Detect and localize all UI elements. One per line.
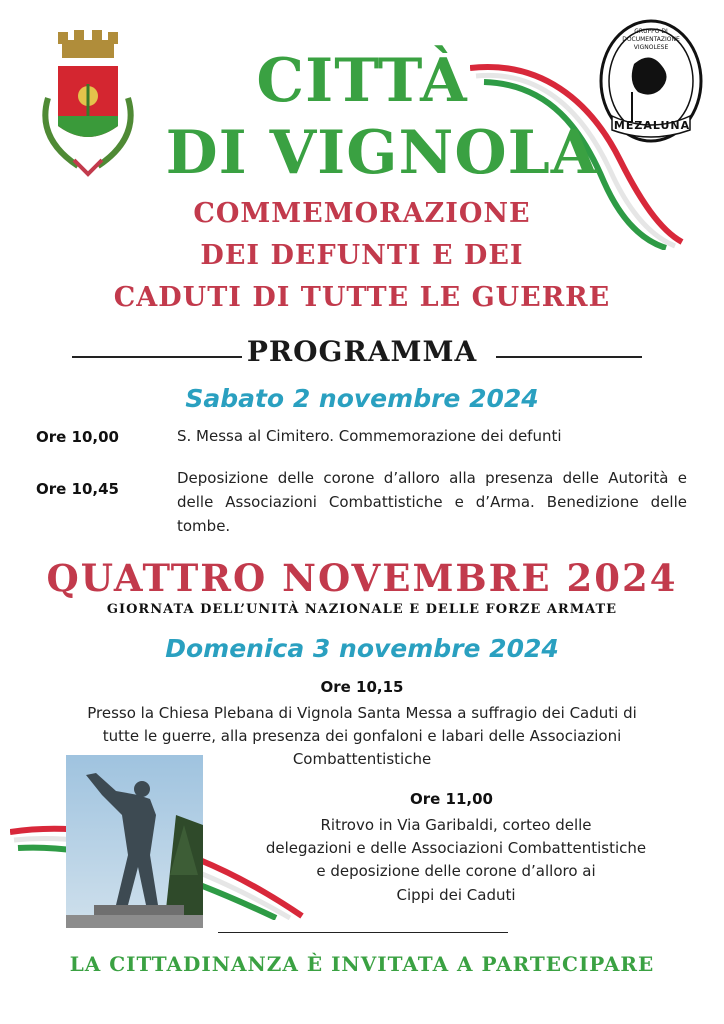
event-time: Ore 10,00 xyxy=(36,428,119,446)
city-title-line2: DI VIGNOLA xyxy=(165,118,599,188)
mezaluna-label: MEZALUNA xyxy=(613,119,691,132)
event-line: Cippi dei Caduti xyxy=(396,886,516,904)
program-heading: PROGRAMMA xyxy=(246,335,478,368)
bottom-divider xyxy=(218,932,508,933)
event-time: Ore 11,00 xyxy=(410,790,493,808)
event-line: Presso la Chiesa Plebana di Vignola Santa Messa a suffragio dei Caduti di xyxy=(87,704,637,722)
mezaluna-ring-text: GRUPPO DI DOCUMENTAZIONE VIGNOLESE xyxy=(622,28,680,51)
city-title-line1: CITTÀ xyxy=(256,46,468,116)
event-time: Ore 10,45 xyxy=(36,480,119,498)
event-time: Ore 10,15 xyxy=(320,678,404,696)
event-line: Ritrovo in Via Garibaldi, corteo delle xyxy=(320,816,592,834)
saturday-date: Sabato 2 novembre 2024 xyxy=(185,384,539,413)
event-line: delegazioni e delle Associazioni Combattentistiche xyxy=(265,839,647,857)
event-line: e deposizione delle corone d’alloro ai xyxy=(316,862,596,880)
giornata-subtitle: GIORNATA DELL’UNITÀ NAZIONALE E DELLE FORZE ARMATE xyxy=(106,602,618,617)
event-description: Deposizione delle corone d’alloro alla presenza delle Autorità e delle Associazioni Combattistiche e d’Arma. Benedizione delle tombe. xyxy=(177,469,687,535)
subtitle-line-3: CADUTI DI TUTTE LE GUERRE xyxy=(113,282,611,313)
event-description: S. Messa al Cimitero. Commemorazione dei defunti xyxy=(177,427,562,445)
sunday-date: Domenica 3 novembre 2024 xyxy=(165,634,559,663)
event-line: tutte le guerre, alla presenza dei gonfaloni e labari delle Associazioni xyxy=(102,727,622,745)
monument-photo xyxy=(66,755,203,928)
event-line: Combattentistiche xyxy=(292,750,432,768)
subtitle-line-1: COMMEMORAZIONE xyxy=(193,198,531,229)
subtitle-line-2: DEI DEFUNTI E DEI xyxy=(200,240,524,271)
quattro-novembre-title: QUATTRO NOVEMBRE 2024 xyxy=(46,556,678,600)
invitation-footer: LA CITTADINANZA È INVITATA A PARTECIPARE xyxy=(69,952,655,976)
